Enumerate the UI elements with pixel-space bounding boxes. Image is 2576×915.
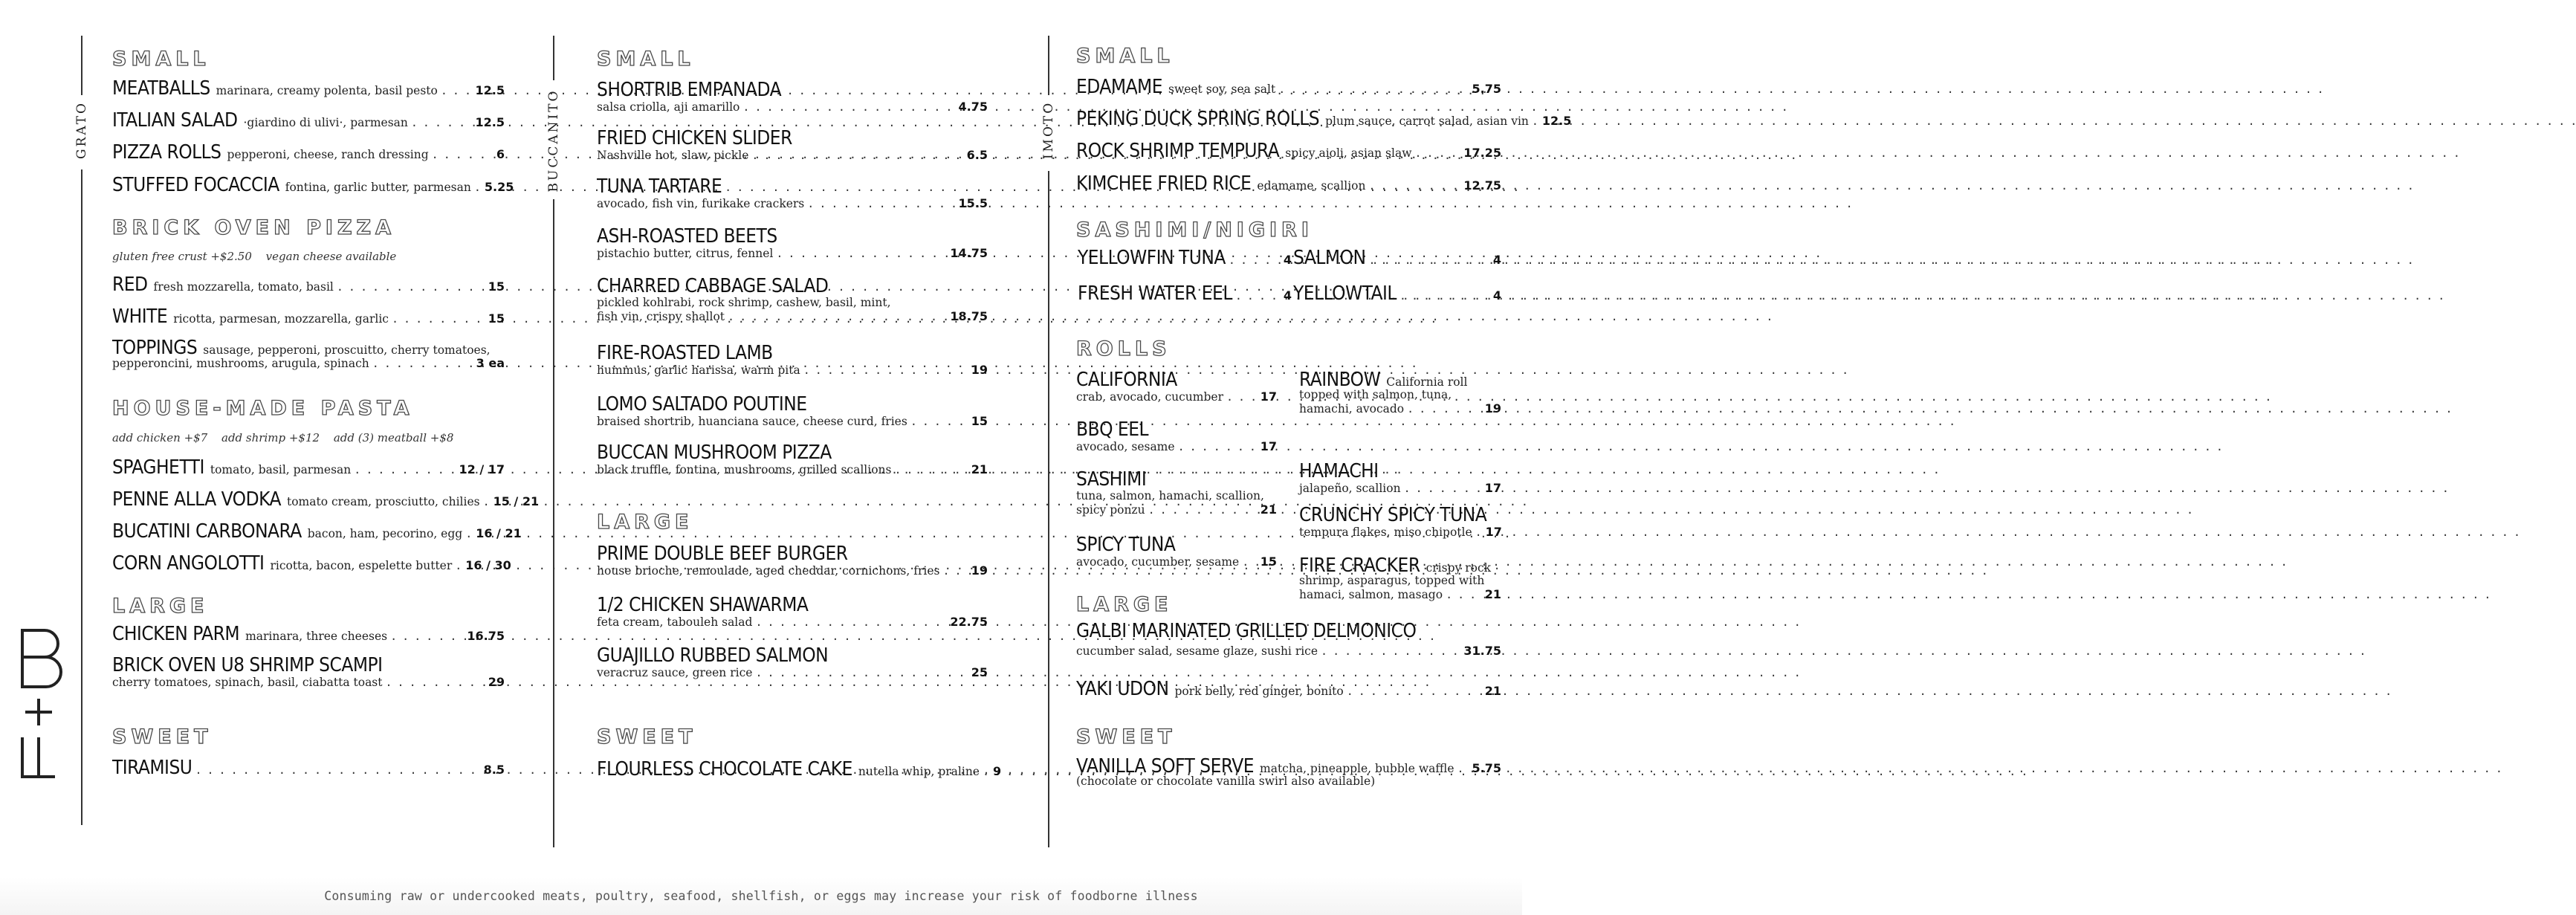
menu-item xyxy=(597,594,988,629)
leader-dots xyxy=(1368,253,1489,267)
item-price: 12 / 17 xyxy=(459,462,505,476)
item-desc: tomato, basil, parmesan xyxy=(210,463,352,476)
item-price: 5.25 xyxy=(484,180,514,194)
section-title: LARGE xyxy=(112,595,209,618)
item-price: 3 ea xyxy=(476,356,505,370)
section-title: SASHIMI/NIGIRI xyxy=(1076,219,1313,242)
item-name: BRICK OVEN U8 SHRIMP SCAMPI xyxy=(112,654,383,676)
item-desc: sausage, pepperoni, proscuitto, cherry tomatoes, xyxy=(203,343,491,357)
leader-dots xyxy=(1278,83,1469,96)
item-name: FIRE CRACKER xyxy=(1299,555,1420,577)
menu-item xyxy=(1078,247,1292,269)
menu-item xyxy=(597,275,988,323)
menu-item xyxy=(112,274,505,296)
leader-dots xyxy=(474,181,482,194)
item-desc: black truffle, fontina, mushrooms, grilled scallions xyxy=(597,463,892,476)
menu-item xyxy=(1076,76,1501,98)
item-desc: ricotta, bacon, espelette butter xyxy=(270,559,453,572)
item-name: CRUNCHY SPICY TUNA xyxy=(1299,504,1487,526)
note-text: gluten free crust +$2.50 xyxy=(112,250,252,263)
note-text: add (3) meatball +$8 xyxy=(333,431,454,444)
item-name: SPAGHETTI xyxy=(112,456,204,479)
item-price: 19 xyxy=(1484,401,1501,416)
brand-logo xyxy=(16,624,61,788)
buccanito-divider-top xyxy=(553,36,554,80)
leader-dots xyxy=(910,415,968,428)
leader-dots xyxy=(942,564,968,578)
menu-item xyxy=(112,623,505,645)
item-name: ROCK SHRIMP TEMPURA xyxy=(1076,140,1280,162)
item-desc: crab, avocado, cucumber xyxy=(1076,390,1223,404)
menu-item xyxy=(1299,460,1501,495)
item-price: 21 xyxy=(1260,502,1277,517)
menu-item xyxy=(597,79,988,114)
item-desc: veracruz sauce, green rice xyxy=(597,666,753,679)
brand-logo-mark xyxy=(16,624,61,788)
item-name: STUFFED FOCACCIA xyxy=(112,174,279,196)
item-price: 15 xyxy=(1260,555,1277,569)
item-name: HAMACHI xyxy=(1299,460,1379,482)
item-name: EDAMAME xyxy=(1076,76,1162,98)
item-price: 4 xyxy=(1283,253,1292,267)
item-desc: pork belly, red ginger, bonito xyxy=(1174,685,1344,698)
leader-dots xyxy=(1226,390,1258,404)
item-desc: jalapeño, scallion xyxy=(1299,482,1401,495)
item-name: YELLOWFIN TUNA xyxy=(1078,247,1226,269)
leader-dots xyxy=(1235,289,1281,303)
leader-dots xyxy=(483,495,491,508)
item-price: 21 xyxy=(1484,684,1501,698)
menu-item xyxy=(597,127,988,162)
item-name: KIMCHEE FRIED RICE xyxy=(1076,172,1252,195)
item-price: 15 xyxy=(971,414,988,428)
item-price: 4 xyxy=(1492,253,1501,267)
item-desc: tomato cream, prosciutto, chilies xyxy=(286,495,480,508)
menu-item xyxy=(1293,247,1501,269)
item-name: PIZZA ROLLS xyxy=(112,141,221,164)
item-price: 6.5 xyxy=(966,148,988,162)
item-desc: pepperoni, cheese, ranch dressing xyxy=(227,148,429,161)
section-title: ROLLS xyxy=(1076,337,1171,360)
item-name: RED xyxy=(112,274,148,296)
leader-dots xyxy=(742,100,955,114)
menu-item xyxy=(597,442,988,476)
item-name: GALBI MARINATED GRILLED DELMONICO xyxy=(1076,620,1417,642)
item-price: 15 xyxy=(488,279,505,294)
menu-item xyxy=(112,305,505,328)
item-price: 25 xyxy=(971,665,988,679)
item-price: 14.75 xyxy=(950,246,988,260)
menu-item xyxy=(112,520,522,543)
leader-dots xyxy=(195,763,480,777)
leader-dots xyxy=(895,463,968,476)
note-text: add shrimp +$12 xyxy=(221,431,320,444)
item-desc: feta cream, tabouleh salad xyxy=(597,615,753,629)
menu-item xyxy=(1076,418,1277,453)
item-price: 15 / 21 xyxy=(493,494,540,508)
item-desc: avocado, cucumber, sesame xyxy=(1076,555,1240,569)
section-title: SMALL xyxy=(1076,45,1174,68)
leader-dots xyxy=(728,310,947,323)
item-price: 16 / 30 xyxy=(465,558,511,572)
menu-item xyxy=(112,109,505,132)
item-name: RAINBOW xyxy=(1299,369,1381,391)
item-name: BUCATINI CARBONARA xyxy=(112,520,302,543)
leader-dots xyxy=(1407,402,1482,416)
section-note xyxy=(112,250,505,263)
item-name: PEKING DUCK SPRING ROLLS xyxy=(1076,108,1320,130)
item-desc: spicy aioli, asian slaw xyxy=(1285,146,1412,160)
menu-item xyxy=(112,456,505,479)
item-desc-line2: pepperoncini, mushrooms, arugula, spinach xyxy=(112,357,369,370)
leader-dots xyxy=(411,116,473,129)
menu-item xyxy=(112,77,505,100)
leader-dots xyxy=(354,463,456,476)
item-name: TIRAMISU xyxy=(112,757,192,779)
item-desc: cherry tomatoes, spinach, basil, ciabatta toast xyxy=(112,676,383,689)
leader-dots xyxy=(1229,253,1281,267)
menu-item xyxy=(1299,369,1501,416)
leader-dots xyxy=(465,527,473,540)
footer-disclaimer: Consuming raw or undercooked meats, poultry, seafood, shellfish, or eggs may increase your risk of foodborne illness xyxy=(324,889,1198,903)
item-desc: avocado, sesame xyxy=(1076,440,1175,453)
item-name: ASH-ROASTED BEETS xyxy=(597,225,777,248)
item-desc: house brioche, remoulade, aged cheddar, cornichons, fries xyxy=(597,564,940,578)
item-name: FRIED CHICKEN SLIDER xyxy=(597,127,792,149)
item-desc-line2: topped with salmon, tuna, xyxy=(1299,388,1452,401)
item-price: 22.75 xyxy=(950,615,988,629)
leader-dots xyxy=(983,765,990,778)
item-desc-line2: shrimp, asparagus, topped with xyxy=(1299,574,1485,587)
menu-item xyxy=(1076,678,1501,700)
item-price: 21 xyxy=(1484,587,1501,601)
menu-item xyxy=(1076,620,1501,658)
leader-dots xyxy=(455,559,462,572)
item-price: 15 xyxy=(488,311,505,326)
item-price: 16.75 xyxy=(467,629,505,643)
leader-dots xyxy=(432,148,493,161)
item-name: TUNA TARTARE xyxy=(597,175,722,198)
item-price: 12.5 xyxy=(1541,114,1572,128)
item-name: CHARRED CABBAGE SALAD xyxy=(597,275,829,297)
item-desc-line3: hamachi, avocado xyxy=(1299,402,1405,416)
leader-dots xyxy=(807,197,955,210)
menu-item xyxy=(112,488,540,511)
leader-dots xyxy=(372,357,473,370)
item-desc: ricotta, parmesan, mozzarella, garlic xyxy=(173,312,389,326)
menu-item xyxy=(1299,504,1501,539)
leader-dots xyxy=(1399,289,1490,303)
item-price: 18.75 xyxy=(950,309,988,323)
item-price: 12.5 xyxy=(475,83,505,97)
leader-dots xyxy=(1414,146,1460,160)
item-desc-line2: (chocolate or chocolate vanilla swirl also available) xyxy=(1076,775,1376,788)
section-title: SWEET xyxy=(597,725,697,749)
menu-item xyxy=(1076,140,1501,162)
item-desc: bacon, ham, pecorino, egg xyxy=(307,527,463,540)
item-name: SASHIMI xyxy=(1076,468,1147,491)
item-name: TOPPINGS xyxy=(112,337,198,359)
item-desc-line3: hamaci, salmon, masago xyxy=(1299,588,1443,601)
item-desc: matcha, pineapple, bubble waffle xyxy=(1260,762,1454,775)
menu-item xyxy=(1293,282,1501,305)
item-desc: ·giardino di ulivi·, parmesan xyxy=(243,116,408,129)
menu-item xyxy=(112,757,505,779)
item-desc: marinara, creamy polenta, basil pesto xyxy=(216,84,438,97)
item-desc: salsa criolla, aji amarillo xyxy=(597,100,740,114)
item-price: 17 xyxy=(1484,481,1501,495)
item-name: PENNE ALLA VODKA xyxy=(112,488,281,511)
item-desc: marinara, three cheeses xyxy=(245,630,388,643)
item-name: FIRE-ROASTED LAMB xyxy=(597,342,773,364)
item-desc: tempura flakes, miso chipotle xyxy=(1299,526,1472,539)
item-desc: edamame, scallion xyxy=(1257,179,1366,193)
item-name: GUAJILLO RUBBED SALMON xyxy=(597,644,829,667)
item-price: 17 xyxy=(1485,525,1502,539)
section-note xyxy=(112,431,505,444)
menu-item xyxy=(597,342,988,377)
item-desc: pickled kohlrabi, rock shrimp, cashew, basil, mint, xyxy=(597,296,891,309)
item-price: 4.75 xyxy=(958,100,988,114)
item-desc: tuna, salmon, hamachi, scallion, xyxy=(1076,489,1264,502)
leader-dots xyxy=(1347,685,1482,698)
menu-item xyxy=(1076,108,1572,130)
menu-item xyxy=(1076,172,1501,195)
item-desc: cucumber salad, sesame glaze, sushi rice xyxy=(1076,644,1318,658)
item-desc: braised shortrib, huanciana sauce, cheese curd, fries xyxy=(597,415,907,428)
leader-dots xyxy=(1242,555,1258,569)
section-title: HOUSE-MADE PASTA xyxy=(112,397,414,420)
grato-label: GRATO xyxy=(74,101,89,160)
grato-divider-bottom xyxy=(81,169,82,825)
leader-dots xyxy=(392,312,485,326)
item-price: 29 xyxy=(488,675,505,689)
item-desc: nutella whip, praline xyxy=(858,765,980,778)
item-desc: plum sauce, carrot salad, asian vin xyxy=(1325,114,1529,128)
section-title: SWEET xyxy=(1076,725,1177,749)
leader-dots xyxy=(1404,482,1482,495)
leader-dots xyxy=(1148,503,1258,517)
item-price: 15.5 xyxy=(958,196,988,210)
item-price: 19 xyxy=(971,363,988,377)
item-name: CHICKEN PARM xyxy=(112,623,240,645)
leader-dots xyxy=(1368,179,1460,193)
item-price: 17 xyxy=(1260,389,1277,404)
note-text: add chicken +$7 xyxy=(112,431,208,444)
section-title: LARGE xyxy=(597,511,693,534)
item-name: LOMO SALTADO POUTINE xyxy=(597,393,807,416)
menu-item xyxy=(1078,282,1292,305)
item-desc: crispy rock xyxy=(1425,561,1492,575)
menu-item xyxy=(1076,369,1277,404)
leader-dots xyxy=(1457,762,1469,775)
leader-dots xyxy=(776,247,947,260)
leader-dots xyxy=(441,84,473,97)
menu-item xyxy=(112,552,511,575)
item-price: 12.5 xyxy=(475,115,505,129)
leader-dots xyxy=(1178,440,1258,453)
item-desc: pistachio butter, citrus, fennel xyxy=(597,247,774,260)
item-name: VANILLA SOFT SERVE xyxy=(1076,755,1254,777)
item-name: 1/2 CHICKEN SHAWARMA xyxy=(597,594,809,616)
leader-dots xyxy=(386,676,485,689)
menu-item xyxy=(597,225,988,260)
item-price: 8.5 xyxy=(483,763,505,777)
menu-item xyxy=(597,758,1002,780)
item-name: YELLOWTAIL xyxy=(1293,282,1397,305)
leader-dots xyxy=(1475,526,1483,539)
item-name: SALMON xyxy=(1293,247,1366,269)
section-title: LARGE xyxy=(1076,593,1173,616)
leader-dots xyxy=(1532,114,1539,128)
leader-dots xyxy=(390,630,464,643)
menu-item xyxy=(1076,755,1501,788)
item-price: 4 xyxy=(1283,288,1292,303)
buccanito-divider-bottom xyxy=(553,199,554,847)
imoto-label: IMOTO xyxy=(1041,100,1056,160)
item-desc: hummus, garlic harissa, warm pita xyxy=(597,363,800,377)
buccanito-label: BUCCANITO xyxy=(546,88,561,193)
item-name: BBQ EEL xyxy=(1076,418,1149,441)
item-name: WHITE xyxy=(112,305,168,328)
item-name: CORN ANGOLOTTI xyxy=(112,552,265,575)
item-name: SHORTRIB EMPANADA xyxy=(597,79,782,101)
item-price: 6 xyxy=(496,147,505,161)
item-price: 19 xyxy=(971,563,988,578)
item-price: 4 xyxy=(1492,288,1501,303)
menu-item xyxy=(1076,468,1277,517)
item-desc-line2: spicy ponzu xyxy=(1076,503,1145,517)
imoto-divider-bottom xyxy=(1048,171,1049,847)
item-name: ITALIAN SALAD xyxy=(112,109,238,132)
item-price: 12.75 xyxy=(1463,178,1501,193)
item-price: 9 xyxy=(992,764,1002,778)
section-title: SMALL xyxy=(112,48,210,71)
section-title: SWEET xyxy=(112,725,213,749)
item-name: BUCCAN MUSHROOM PIZZA xyxy=(597,442,832,464)
menu-item xyxy=(112,174,514,196)
item-desc: avocado, fish vin, furikake crackers xyxy=(597,197,805,210)
item-name: PRIME DOUBLE BEEF BURGER xyxy=(597,543,848,565)
item-desc: fontina, garlic butter, parmesan xyxy=(285,181,471,194)
leader-dots xyxy=(755,615,947,629)
item-desc: California roll xyxy=(1386,375,1468,389)
item-price: 17.25 xyxy=(1463,146,1501,160)
item-name: FLOURLESS CHOCOLATE CAKE xyxy=(597,758,852,780)
item-desc: sweet soy, sea salt xyxy=(1168,83,1276,96)
menu-item xyxy=(112,141,505,164)
item-desc: fresh mozzarella, tomato, basil xyxy=(153,280,334,294)
note-text: vegan cheese available xyxy=(265,250,397,263)
item-name: SPICY TUNA xyxy=(1076,534,1176,556)
section-title: BRICK OVEN PIZZA xyxy=(112,216,396,239)
leader-dots xyxy=(1321,644,1460,658)
leader-dots xyxy=(803,363,968,377)
menu-item xyxy=(597,644,988,679)
item-name: MEATBALLS xyxy=(112,77,210,100)
leader-dots xyxy=(755,666,968,679)
item-price: 16 / 21 xyxy=(476,526,522,540)
section-title: SMALL xyxy=(597,48,695,71)
item-name: CALIFORNIA xyxy=(1076,369,1177,391)
item-price: 31.75 xyxy=(1463,644,1501,658)
item-price: 17 xyxy=(1260,439,1277,453)
menu-item xyxy=(112,654,505,689)
item-price: 5.75 xyxy=(1472,761,1501,775)
menu-item xyxy=(1076,534,1277,569)
menu-item xyxy=(597,543,988,578)
leader-dots xyxy=(337,280,485,294)
item-price: 5.75 xyxy=(1472,82,1501,96)
leader-dots xyxy=(751,149,963,162)
item-price: 21 xyxy=(971,462,988,476)
item-desc-line2: fish vin, crispy shallot xyxy=(597,310,725,323)
menu-item xyxy=(597,393,988,428)
menu-item xyxy=(112,337,505,370)
item-name: FRESH WATER EEL xyxy=(1078,282,1232,305)
menu-item xyxy=(597,175,988,210)
item-name: YAKI UDON xyxy=(1076,678,1169,700)
item-desc: Nashville hot, slaw, pickle xyxy=(597,149,749,162)
